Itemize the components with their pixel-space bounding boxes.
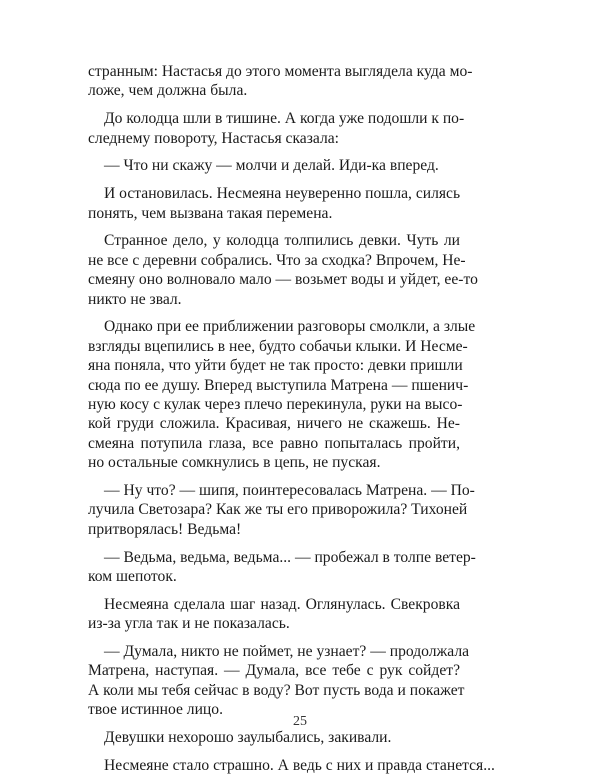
text-line: яна поняла, что уйти будет не так просто: девки пришли bbox=[88, 357, 463, 375]
text-line: странным: Настасья до этого момента выглядела куда мо- bbox=[88, 63, 473, 80]
text-line: Однако при ее приближении разговоры смолкли, а злые bbox=[104, 318, 476, 336]
text-line: А коли мы тебя сейчас в воду? Вот пусть вода и покажет bbox=[88, 681, 465, 699]
text-line: ком шепоток. bbox=[88, 568, 177, 586]
text-line: Странное дело, у колодца толпились девки. Чуть ли bbox=[104, 232, 460, 250]
text-line: — Думала, никто не поймет, не узнает? — продолжала bbox=[104, 643, 470, 661]
text-line: твое истинное лицо. bbox=[88, 701, 223, 719]
text-line: не все с деревни собрались. Что за сходка? Впрочем, Не- bbox=[88, 251, 466, 269]
text-line: смеяну оно волновало мало — возьмет воды и уйдет, ее-то bbox=[88, 271, 478, 289]
paragraph bbox=[88, 62, 473, 101]
text-line: кой груди сложила. Красивая, ничего не скажешь. Не- bbox=[88, 415, 460, 433]
paragraph bbox=[88, 317, 476, 472]
text-line: смеяна потупила глаза, все равно попыталась пройти, bbox=[88, 434, 460, 452]
paragraph bbox=[88, 548, 476, 587]
paragraph bbox=[88, 642, 470, 720]
page-number: 25 bbox=[293, 714, 307, 729]
body-text bbox=[88, 62, 495, 784]
text-line: взгляды вцепились в нее, будто собачьи клыки. И Несме- bbox=[88, 337, 468, 355]
text-line: И остановилась. Несмеяна неуверенно пошла, силясь bbox=[104, 185, 461, 203]
text-line: понять, чем вызвана такая перемена. bbox=[88, 204, 333, 222]
paragraph bbox=[88, 595, 460, 634]
text-line: — Ведьма, ведьма, ведьма... — пробежал в толпе ветер- bbox=[104, 548, 476, 566]
paragraph bbox=[88, 231, 478, 309]
paragraph bbox=[88, 481, 475, 539]
text-line: притворялась! Ведьма! bbox=[88, 520, 242, 538]
paragraph bbox=[88, 184, 460, 223]
text-line: — Ну что? — шипя, поинтересовалась Матрена. — По- bbox=[104, 482, 475, 500]
text-line: следнему повороту, Настасья сказала: bbox=[88, 129, 339, 147]
text-line: лучила Светозара? Как же ты его приворожила? Тихоней bbox=[88, 501, 468, 519]
text-line: Несмеяне стало страшно. А ведь с них и правда станется... bbox=[104, 756, 495, 774]
paragraph bbox=[88, 728, 460, 747]
text-line: Матрена, наступая. — Думала, все тебе с рук сойдет? bbox=[88, 662, 460, 680]
paragraph bbox=[88, 109, 465, 148]
text-line: ную косу с кулак через плечо перекинула, руки на высо- bbox=[88, 396, 463, 414]
text-line: Несмеяна сделала шаг назад. Оглянулась. Свекровка bbox=[104, 595, 460, 613]
paragraph bbox=[88, 156, 460, 175]
text-line: ложе, чем должна была. bbox=[88, 82, 248, 100]
text-line: но остальные сомкнулись в цепь, не пуская. bbox=[88, 454, 381, 472]
text-line: из-за угла так и не показалась. bbox=[88, 615, 290, 633]
text-line: Девушки нехорошо заулыбались, закивали. bbox=[104, 729, 392, 747]
text-line: никто не звал. bbox=[88, 290, 182, 308]
text-line: сюда по ее душу. Вперед выступила Матрена — пшенич- bbox=[88, 376, 469, 394]
text-line: До колодца шли в тишине. А когда уже подошли к по- bbox=[104, 110, 465, 128]
text-line: — Что ни скажу — молчи и делай. Иди-ка вперед. bbox=[104, 157, 439, 175]
paragraph bbox=[88, 756, 495, 775]
